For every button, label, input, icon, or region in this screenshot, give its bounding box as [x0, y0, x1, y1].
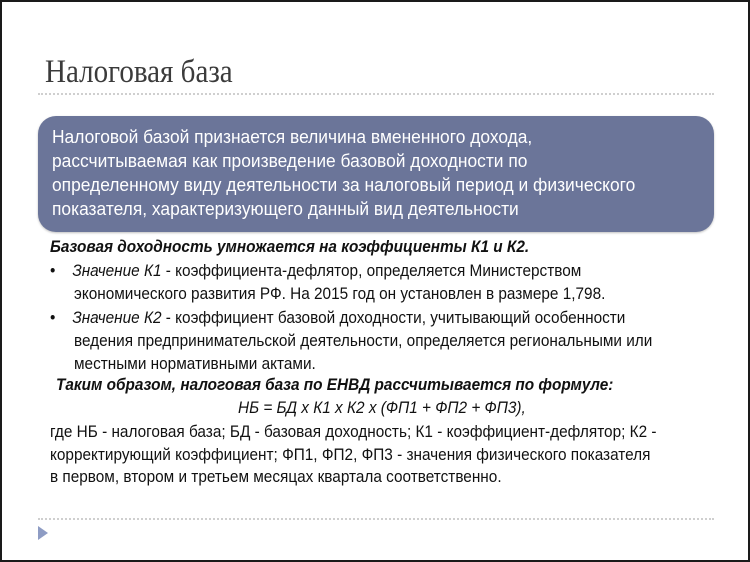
- bullet-k1: [50, 262, 582, 281]
- legend-line: в первом, втором и третьем месяцах квартала соответственно.: [50, 468, 502, 486]
- slide: [2, 2, 748, 560]
- k2-description: - коэффициент базовой доходности, учитывающий особенности: [161, 309, 626, 327]
- k2-term: Значение К2: [72, 309, 162, 327]
- slide-title: Налоговая база: [45, 54, 233, 90]
- definition-line: определенному виду деятельности за налоговый период и физического: [52, 174, 636, 195]
- k1-line-2: экономического развития РФ. На 2015 год он установлен в размере 1,798.: [74, 285, 606, 303]
- definition-line: показателя, характеризующего данный вид деятельности: [52, 198, 519, 219]
- coefficients-heading: Базовая доходность умножается на коэффициенты К1 и К2.: [50, 238, 530, 256]
- bullet-k2: [50, 309, 626, 328]
- k1-term: Значение К1: [72, 262, 162, 280]
- legend-line: корректирующий коэффициент; ФП1, ФП2, ФП3 - значения физического показателя: [50, 446, 651, 464]
- definition-box: [38, 116, 714, 232]
- k1-description: - коэффициента-дефлятор, определяется Министерством: [161, 262, 582, 280]
- bullet-mark: •: [50, 262, 56, 280]
- bullet-mark: •: [50, 309, 56, 327]
- k2-line-2: ведения предпринимательской деятельности, определяется региональными или: [74, 332, 653, 350]
- formula: НБ = БД х К1 х К2 х (ФП1 + ФП2 + ФП3),: [238, 399, 526, 417]
- k2-line-3: местными нормативными актами.: [74, 355, 316, 373]
- title-divider: [38, 93, 714, 95]
- definition-line: рассчитываемая как произведение базовой доходности по: [52, 150, 528, 171]
- definition-line: Налоговой базой признается величина вмененного дохода,: [52, 126, 533, 147]
- legend-line: где НБ - налоговая база; БД - базовая доходность; К1 - коэффициент-дефлятор; К2 -: [50, 423, 657, 441]
- footer-divider: [38, 518, 714, 520]
- triangle-marker-icon: [38, 526, 48, 540]
- formula-intro: Таким образом, налоговая база по ЕНВД рассчитывается по формуле:: [56, 376, 614, 394]
